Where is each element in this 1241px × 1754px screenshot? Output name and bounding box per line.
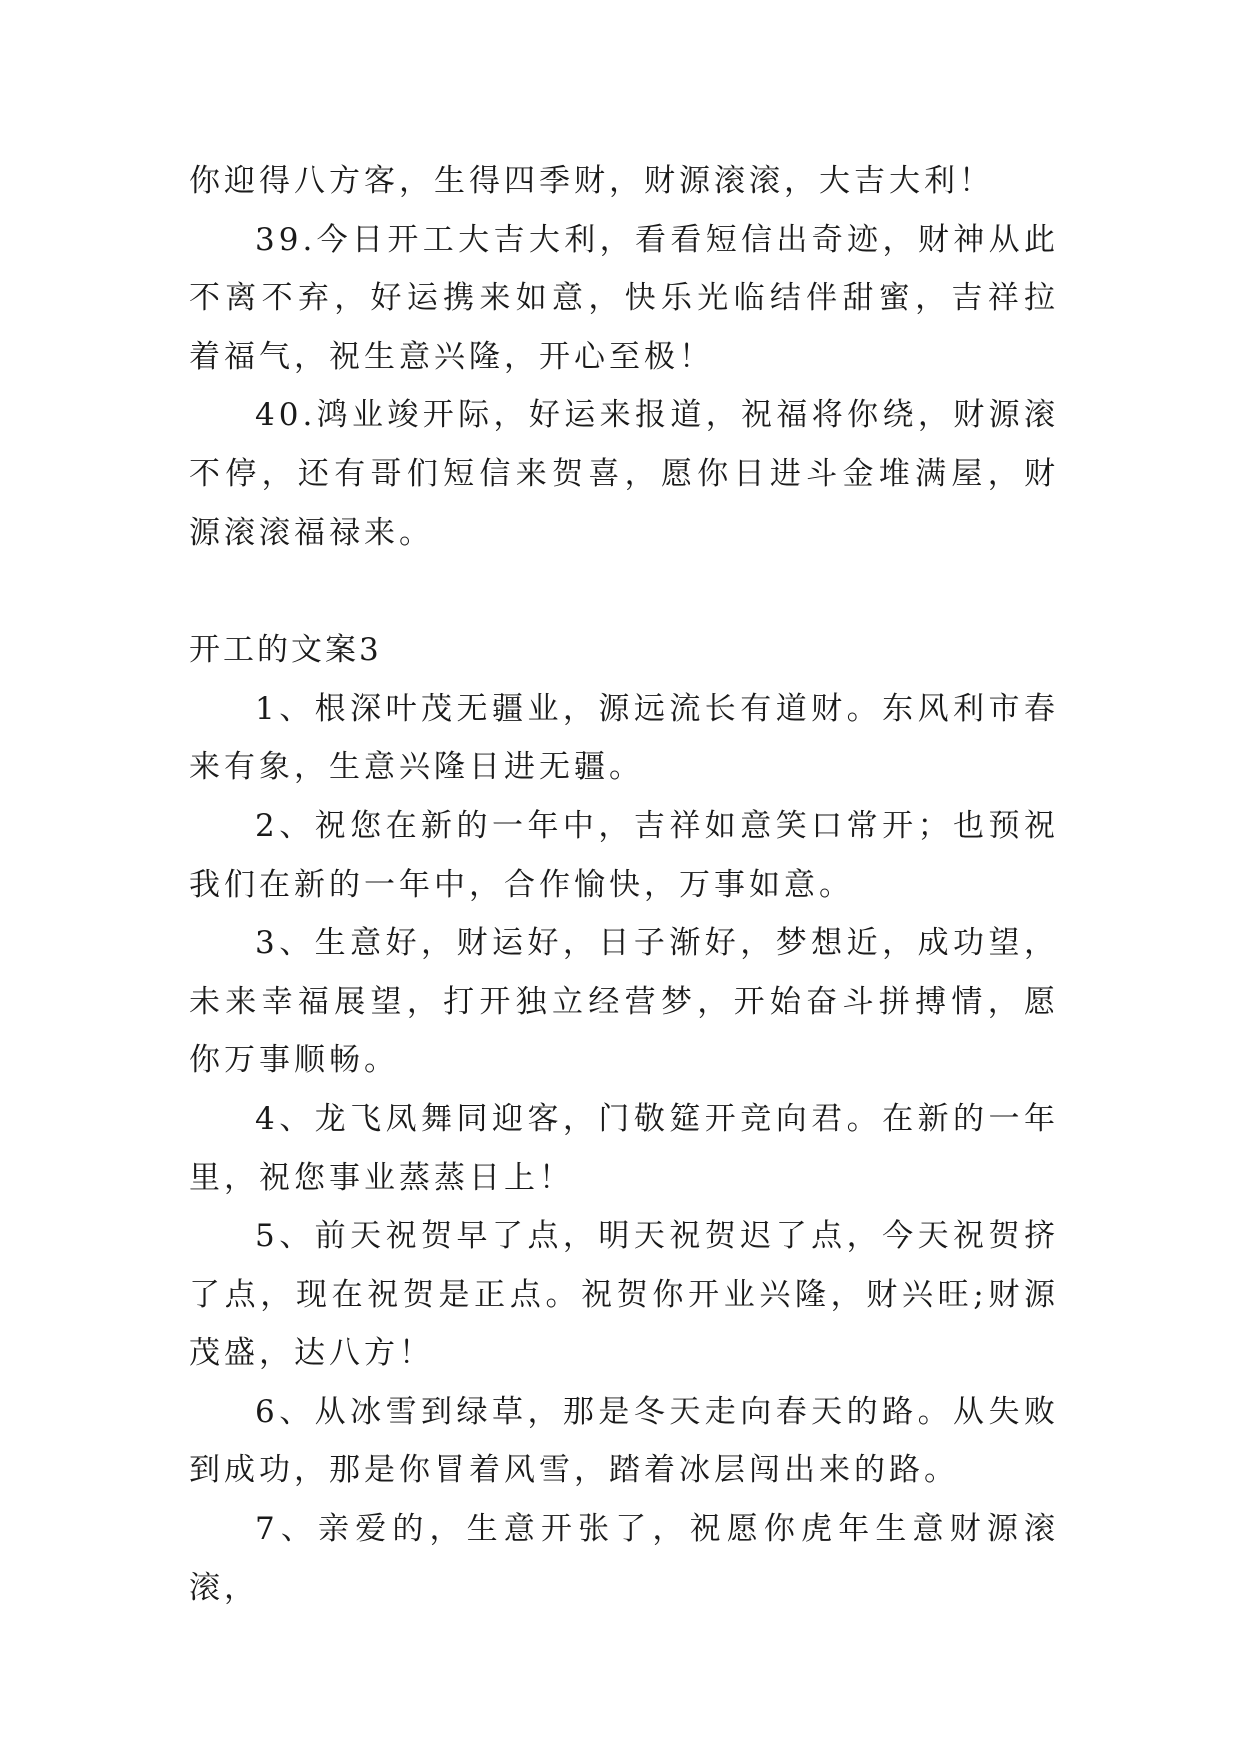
paragraph-item-6: 6、从冰雪到绿草，那是冬天走向春天的路。从失败到成功，那是你冒着风雪，踏着冰层闯出来的路。 xyxy=(189,1393,1059,1489)
paragraph-item-2: 2、祝您在新的一年中，吉祥如意笑口常开；也预祝我们在新的一年中，合作愉快，万事如意。 xyxy=(189,807,1059,903)
paragraph-continuation: 你迎得八方客，生得四季财，财源滚滚，大吉大利！ xyxy=(189,163,994,199)
paragraph-item-5: 5、前天祝贺早了点，明天祝贺迟了点，今天祝贺挤了点，现在祝贺是正点。祝贺你开业兴隆，财兴旺;财源茂盛，达八方！ xyxy=(189,1218,1059,1372)
paragraph-item-4: 4、龙飞凤舞同迎客，门敬筵开竞向君。在新的一年里，祝您事业蒸蒸日上！ xyxy=(189,1100,1059,1196)
paragraph-item-1: 1、根深叶茂无疆业，源远流长有道财。东风利市春来有象，生意兴隆日进无疆。 xyxy=(189,690,1059,786)
paragraph-item-3: 3、生意好，财运好，日子渐好，梦想近，成功望，未来幸福展望，打开独立经营梦，开始奋斗拼搏情，愿你万事顺畅。 xyxy=(189,925,1059,1079)
paragraph-item-40: 40.鸿业竣开际，好运来报道，祝福将你绕，财源滚不停，还有哥们短信来贺喜，愿你日进斗金堆满屋，财源滚滚福禄来。 xyxy=(189,397,1059,551)
paragraph-item-39: 39.今日开工大吉大利，看看短信出奇迹，财神从此不离不弃，好运携来如意，快乐光临结伴甜蜜，吉祥拉着福气，祝生意兴隆，开心至极！ xyxy=(189,221,1059,375)
paragraph-item-7: 7、亲爱的，生意开张了，祝愿你虎年生意财源滚滚， xyxy=(189,1511,1059,1606)
document-page xyxy=(189,152,1059,1617)
section-heading: 开工的文案3 xyxy=(189,632,382,669)
section-spacer xyxy=(189,562,1059,621)
